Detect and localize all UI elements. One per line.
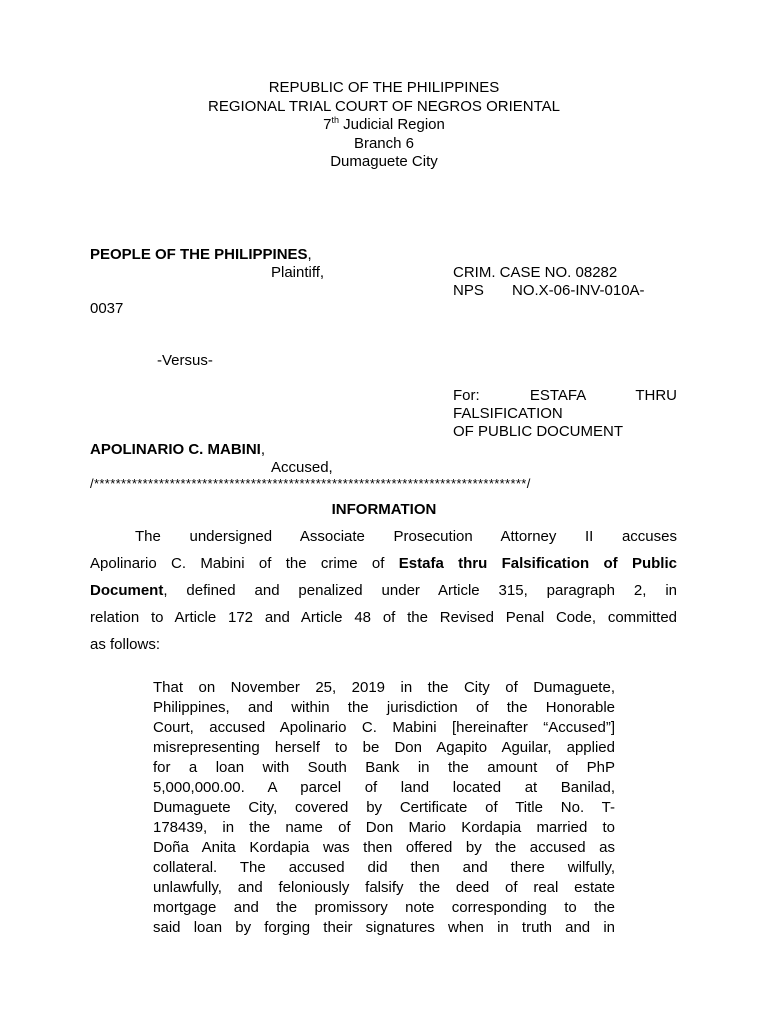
plaintiff-comma: ,: [307, 246, 312, 263]
intro-charge: Estafa thru Falsification of Public: [398, 555, 677, 572]
body-line: collateral. The accused did then and there wilfully,: [153, 859, 615, 876]
court-header: [0, 79, 768, 172]
for-falsification: FALSIFICATION: [453, 405, 563, 422]
intro-line-1: The undersigned Associate Prosecution Attorney II accuses: [135, 528, 677, 545]
intro-charge-cont: Document: [90, 582, 164, 599]
body-line: 178439, in the name of Don Mario Kordapia married to: [153, 819, 615, 836]
accused-name-line: [90, 441, 265, 459]
header-republic: REPUBLIC OF THE PHILIPPINES: [268, 79, 500, 96]
intro-line-4: relation to Article 172 and Article 48 of the Revised Penal Code, committed: [90, 609, 677, 626]
for-label: For:: [453, 387, 480, 404]
accused-comma: ,: [260, 441, 266, 458]
body-line: for a loan with South Bank in the amount of PhP: [153, 759, 615, 776]
document-title: INFORMATION: [331, 501, 437, 518]
header-region-num: 7: [323, 116, 332, 133]
body-line: Philippines, and within the jurisdiction of the Honorable: [153, 699, 615, 716]
nps-number-cont: 0037: [90, 300, 124, 317]
header-region-sup: th: [331, 115, 339, 125]
for-word-estafa: ESTAFA: [529, 387, 586, 404]
body-line: mortgage and the promissory note corresponding to the: [153, 899, 615, 916]
body-line: unlawfully, and feloniously falsify the deed of real estate: [153, 879, 615, 896]
plaintiff-name: PEOPLE OF THE PHILIPPINES: [90, 246, 308, 263]
plaintiff-role: Plaintiff,: [271, 264, 325, 281]
header-region: [0, 116, 768, 135]
caption-divider: /********************************************************************************/: [90, 476, 531, 491]
accused-name: APOLINARIO C. MABINI: [90, 441, 261, 458]
for-line: [453, 387, 677, 405]
intro-line-5: as follows:: [90, 636, 161, 653]
nps-label: NPS: [453, 282, 484, 299]
body-line: misrepresenting herself to be Don Agapito Aguilar, applied: [153, 739, 615, 756]
header-court: REGIONAL TRIAL COURT OF NEGROS ORIENTAL: [207, 97, 560, 115]
for-public-document: OF PUBLIC DOCUMENT: [453, 423, 624, 440]
intro-line-2a: Apolinario C. Mabini of the crime of: [90, 555, 399, 572]
accused-role: Accused,: [271, 459, 333, 476]
case-number: CRIM. CASE NO. 08282: [453, 264, 618, 281]
nps-number: NO.X-06-INV-010A-: [512, 282, 645, 299]
plaintiff-name-line: [90, 246, 312, 264]
body-line: Court, accused Apolinario C. Mabini [hereinafter “Accused”]: [153, 719, 615, 736]
body-line: Doña Anita Kordapia was then offered by the accused as: [153, 839, 615, 856]
header-branch: Branch 6: [353, 134, 415, 152]
for-word-thru: THRU: [635, 387, 677, 404]
body-line: said loan by forging their signatures when in truth and in: [153, 919, 615, 936]
body-line: 5,000,000.00. A parcel of land located at Banilad,: [153, 779, 615, 796]
body-line: That on November 25, 2019 in the City of Dumaguete,: [153, 679, 615, 696]
versus: -Versus-: [157, 352, 213, 369]
intro-line-3: [90, 582, 677, 600]
intro-line-2: [90, 555, 677, 573]
header-region-rest: Judicial Region: [338, 116, 445, 133]
intro-line-3b: , defined and penalized under Article 315, paragraph 2, in: [163, 582, 677, 599]
body-line: Dumaguete City, covered by Certificate of Title No. T-: [153, 799, 615, 816]
header-city: Dumaguete City: [330, 153, 438, 170]
